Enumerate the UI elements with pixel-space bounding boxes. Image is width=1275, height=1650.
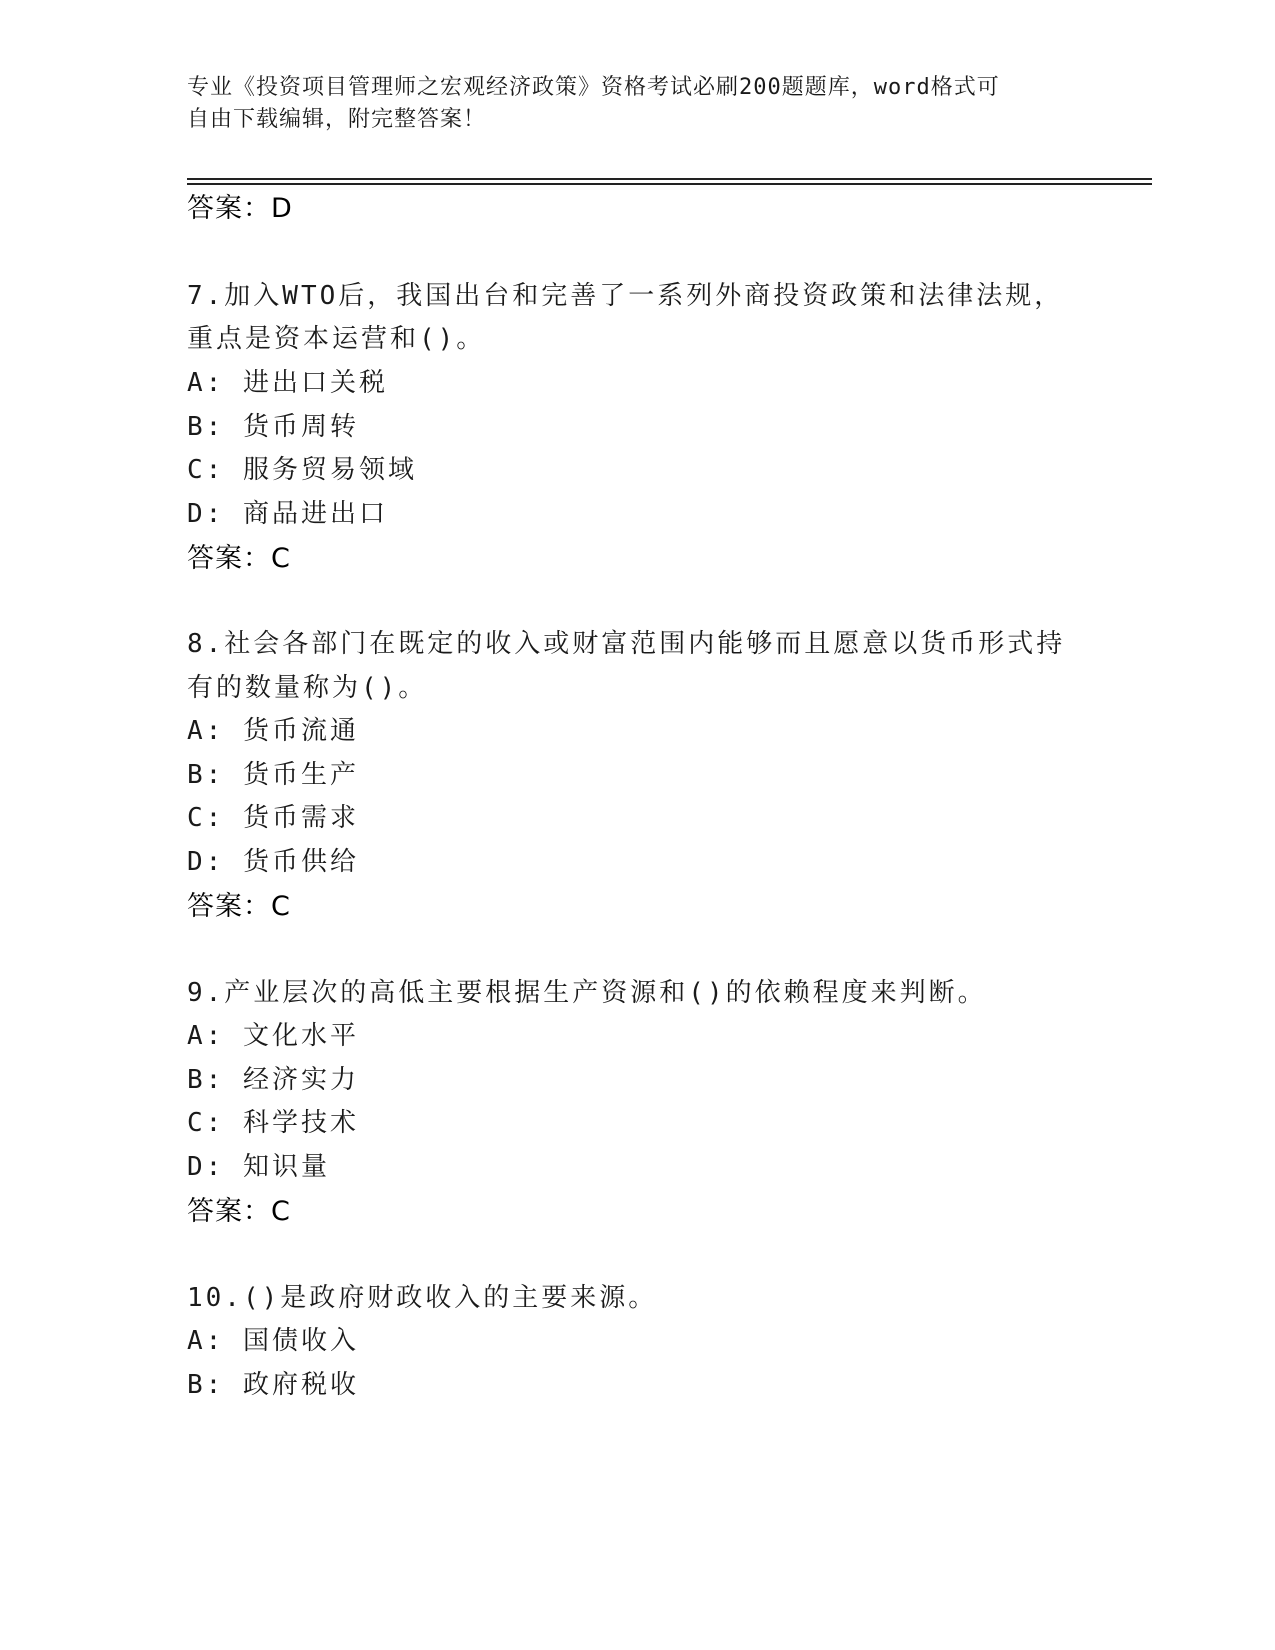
question-8-option-c: C: 货币需求 bbox=[187, 803, 359, 833]
question-8-option-b: B: 货币生产 bbox=[187, 760, 359, 790]
question-8-answer: 答案：C bbox=[187, 891, 291, 922]
header-line-2: 自由下载编辑，附完整答案！ bbox=[187, 107, 487, 132]
question-10-stem-line-1: 10.()是政府财政收入的主要来源。 bbox=[187, 1283, 658, 1313]
document-header bbox=[187, 72, 1067, 136]
previous-answer: 答案：D bbox=[187, 193, 293, 224]
question-9-option-c: C: 科学技术 bbox=[187, 1108, 359, 1138]
question-9-answer: 答案：C bbox=[187, 1196, 291, 1227]
question-10-option-b: B: 政府税收 bbox=[187, 1370, 359, 1400]
question-9-option-d: D: 知识量 bbox=[187, 1152, 330, 1182]
header-line-1: 专业《投资项目管理师之宏观经济政策》资格考试必刷200题题库，word格式可 bbox=[187, 75, 1000, 100]
question-7-stem-line-2: 重点是资本运营和()。 bbox=[187, 324, 486, 354]
question-9-option-a: A: 文化水平 bbox=[187, 1021, 359, 1051]
question-7-option-d: D: 商品进出口 bbox=[187, 499, 388, 529]
question-7-option-a: A: 进出口关税 bbox=[187, 368, 388, 398]
question-8-option-a: A: 货币流通 bbox=[187, 716, 359, 746]
question-7-option-b: B: 货币周转 bbox=[187, 412, 359, 442]
question-7-answer: 答案：C bbox=[187, 543, 291, 574]
question-8-option-d: D: 货币供给 bbox=[187, 847, 359, 877]
question-9-option-b: B: 经济实力 bbox=[187, 1065, 359, 1095]
question-7-option-c: C: 服务贸易领域 bbox=[187, 455, 417, 485]
question-8-stem-line-2: 有的数量称为()。 bbox=[187, 673, 428, 703]
question-8-stem-line-1: 8.社会各部门在既定的收入或财富范围内能够而且愿意以货币形式持 bbox=[187, 629, 1066, 659]
header-divider-bottom bbox=[187, 183, 1152, 185]
header-divider-top bbox=[187, 178, 1152, 180]
question-9-stem-line-1: 9.产业层次的高低主要根据生产资源和()的依赖程度来判断。 bbox=[187, 978, 987, 1008]
question-7-stem-line-1: 7.加入WTO后，我国出台和完善了一系列外商投资政策和法律法规， bbox=[187, 281, 1064, 311]
question-10-option-a: A: 国债收入 bbox=[187, 1326, 359, 1356]
